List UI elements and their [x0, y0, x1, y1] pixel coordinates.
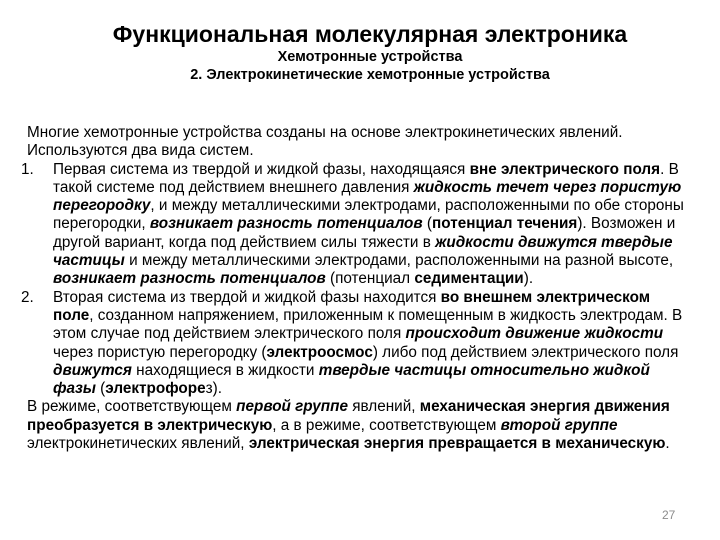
bold-text-run: электрофоре [105, 380, 206, 398]
text-run: В режиме, соответствующем [27, 398, 237, 416]
text-run: находящиеся в жидкости [131, 361, 319, 379]
text-run: з). [205, 380, 222, 398]
list-marker: 2. [21, 288, 34, 306]
text-run: . В такой системе под действием внешнего давления [53, 160, 679, 196]
bold-italic-text-run: происходит движение жидкости [405, 325, 664, 343]
bold-italic-text-run: движутся [53, 361, 132, 379]
bold-italic-text-run: возникает разность потенциалов [149, 215, 423, 233]
text-run: , и между металлическими электродами, расположенными по обе стороны перегородки, [53, 197, 684, 233]
text-run: (потенциал [325, 270, 415, 288]
bold-text-run: во внешнем электрическом поле [53, 288, 651, 324]
bold-text-run: вне электрического поля [469, 160, 661, 178]
bold-italic-text-run: возникает разность потенциалов [53, 270, 326, 288]
text-run: электрокинетических явлений, [27, 435, 249, 453]
bold-italic-text-run: твердые частицы относительно жидкой фазы [53, 361, 650, 398]
text-run: ) либо под действием электрического поля [372, 343, 679, 361]
bold-italic-text-run: второй группе [500, 416, 618, 434]
slide-title: Функциональная молекулярная электроника [112, 21, 628, 47]
text-run: ). [523, 270, 534, 288]
text-run: ( [95, 380, 106, 398]
bold-text-run: потенциал течения [432, 215, 578, 233]
text-run: , созданном напряжением, приложенным к помещенным в жидкость электродам. В этом случае под действием электрического поля [53, 306, 683, 343]
text-run: ( [422, 215, 432, 233]
text-run: через пористую перегородку ( [53, 343, 267, 361]
bold-text-run: электроосмос [266, 343, 373, 361]
bold-text-run: электрическая энергия превращается в механическую [248, 435, 666, 453]
section-heading: 2. Электрокинетические хемотронные устройства [190, 67, 550, 83]
bold-italic-text-run: первой группе [236, 398, 348, 416]
slide-subtitle: Хемотронные устройства [277, 49, 463, 65]
intro-paragraph: Многие хемотронные устройства созданы на основе электрокинетических явлений. Используются два вида систем. [27, 124, 623, 160]
text-run: Вторая система из твердой и жидкой фазы находится [53, 288, 441, 306]
bold-italic-text-run: жидкость течет через пористую перегородку [53, 178, 682, 215]
page-number: 27 [662, 508, 676, 522]
slide-header [60, 20, 680, 84]
list-item [21, 288, 687, 399]
list-item-text [53, 289, 682, 397]
list-item [21, 160, 687, 289]
conclusion-paragraph [27, 398, 687, 453]
bold-italic-text-run: жидкости движутся твердые частицы [53, 233, 673, 270]
bold-text-run: седиментации [414, 270, 524, 288]
bold-text-run: механическая энергия движения преобразуется в электрическую [27, 398, 670, 434]
text-run: , а в режиме, соответствующем [272, 416, 501, 434]
slide-body [21, 124, 687, 453]
text-run: Первая система из твердой и жидкой фазы, находящаяся [53, 160, 470, 178]
list-marker: 1. [21, 160, 34, 178]
list-item-text [53, 161, 684, 288]
text-run: . [665, 435, 670, 453]
text-run: явлений, [347, 398, 420, 416]
text-run: и между металлическими электродами, расположенными на разной высоте, [124, 252, 674, 270]
systems-list [21, 160, 687, 399]
text-run: ). Возможен и другой вариант, когда под действием силы тяжести в [53, 215, 676, 251]
